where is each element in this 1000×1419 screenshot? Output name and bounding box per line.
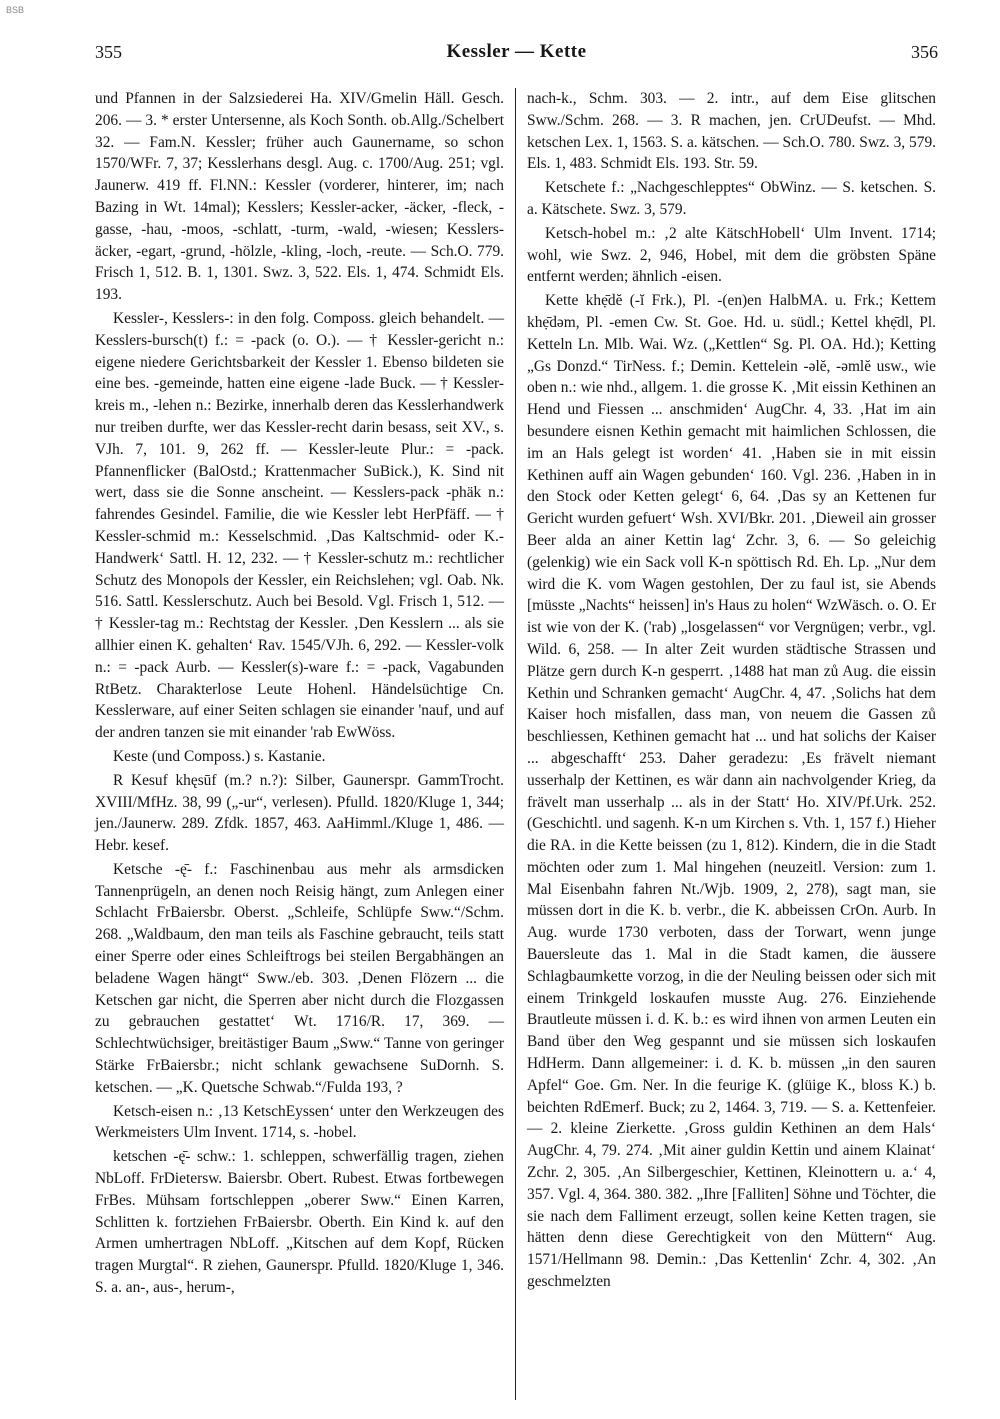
entry-paragraph: ketschen -ę̄- schw.: 1. schleppen, schwerfällig tragen, ziehen NbLoff. FrDietersw. Baiersbr. Obert. Rubest. Etwas fortbewegen FrBes. Mühsam fortschleppen „oberer Sww.“ Einen Karren, Schlitten k. fortziehen FrBaiersbr. Oberth. Ein Kind k. auf den Armen umhertragen NbLoff. „Kitschen auf dem Kopf, Rücken tragen Murgtal“. R ziehen, Gaunerspr. Pfulld. 1820/Kluge 1, 346. S. a. an-, aus-, herum-, xyxy=(95,1148,504,1297)
page-number-left: 355 xyxy=(95,42,122,62)
entry-paragraph: nach-k., Schm. 303. — 2. intr., auf dem Eise glitschen Sww./Schm. 268. — 3. R machen, jen. CrUDeufst. — Mhd. ketschen Lex. 1, 1563. S. a. kätschen. — Sch.O. 780. Swz. 3, 579. Els. 1, 483. Schmidt Els. 193. Str. 59. xyxy=(527,90,936,173)
entry-paragraph: Keste (und Composs.) s. Kastanie. xyxy=(113,747,326,765)
right-column xyxy=(527,88,936,1295)
entry-paragraph: Kette khẹ̄dĕ (-ĭ Frk.), Pl. -(en)en HalbMA. u. Frk.; Kettem khẹ̄dəm, Pl. -emen Cw. St. Goe. Hd. u. südl.; Kettel khẹ̄dl, Pl. Ketteln Ln. Mlb. Wai. Wz. („Kettlen“ Sg. Pl. OA. Hd.); Ketting „Gs Donzd.“ TirNess. f.; Demin. Kettelein -əlĕ, -əmlĕ usw., wie oben n.: wie nhd., allgem. 1. die grosse K. ‚Mit eissin Kethinen an Hend und Fiessen ... anschmiden‘ AugChr. 4, 33. ‚Hat im ain besundere eisnen Kethin gemacht mit haimlichen Schlossen, die im an Hals gelegt ist worden‘ 41. ‚Haben sie in mit eissin Kethinen auff ain Wagen gebunden‘ 160. Vgl. 236. ‚Haben in in den Stock oder Ketten gelegt‘ 6, 64. ‚Das sy an Kettenen fur Gericht wurden gefuert‘ Wsh. XVI/Bkr. 201. ‚Dieweil ain grosser Beer alda an ainer Kettin lag‘ Zchr. 3, 6. — So geleichig (gelenkig) wie ein Sack voll K-n spöttisch Rd. Eh. Lp. „Nur dem wird die K. vom Wagen gestohlen, Der zu faul ist, sie Abends [müsste „Nachts“ heissen] in's Haus zu holen“ WzWäsch. o. O. Er ist wie von der K. ('rab) „losgelassen“ vor Vergnügen; verbr., vgl. Wild. 6, 258. — In alter Zeit wurden städtische Strassen und Plätze gern durch K-n gesperrt. ‚1488 hat man zů Aug. die eissin Kethin und Schranken gemacht‘ AugChr. 4, 47. ‚Solichs hat dem Kaiser hoch misfallen, dass man, von neuem die Gassen zů beschliessen, Kethinen gemacht hat ... und hat solichs der Kaiser ... abgeschafft‘ 253. Daher geradezu: ‚Es frävelt niemant usserhalp der Kettinen, es wär dann ain nachvolgender Krieg, da frävelt man usserhalp ... als in der Statt‘ Ho. XIV/Pf.Urk. 252. (Geschichtl. und sagenh. K-n um Kirchen s. Vth. 1, 157 f.) Hieher die RA. in die Kette beissen (zu 1, 812). Kindern, die in die Stadt möchten oder zum 1. Mal hingehen (neuzeitl. Version: zum 1. Mal Eisenbahn fahren Nt./Wjb. 1909, 2, 278), sagt man, sie müssen dort in die K. b. verbr., die K. abbeissen CrOn. Aurb. In Aug. wurde 1730 verboten, dass der Torwart, wenn junge Bauersleute das 1. Mal in die Stadt kamen, die äussere Schlagbaumkette vorzog, in die der Neuling beissen oder sich mit einem Trinkgeld loskaufen musste Aug. 276. Einziehende Brautleute müssen i. d. K. b.: es wird ihnen von armen Leuten ein Band über den Weg gespannt und sie müssen sich loskaufen HdHerm. Dann allgemeiner: i. d. K. b. müssen „in den sauren Apfel“ Goe. Gm. Ner. In die feurige K. (glüige K., bloss K.) b. beichten RdEmerf. Buck; zu 2, 1464. 3, 719. — S. a. Kettenfeier. — 2. kleine Zierkette. ‚Gross guldin Kethinen an dem Hals‘ AugChr. 4, 79. 274. ‚Mit ainer guldin Kettin und ainem Klainat‘ Zchr. 2, 305. ‚An Silbergeschier, Kettinen, Kleinottern u. a.‘ 4, 357. Vgl. 4, 364. 380. 382. „Ihre [Falliten] Söhne und Töchter, die sie nach dem Falliment erzeugt, sollen keine Ketten tragen, sie hätten denn diese Gerechtigkeit von den Müttern“ Aug. 1571/Hellmann 98. Demin.: ‚Das Kettenlin‘ Zchr. 4, 302. ‚An geschmelzten xyxy=(527,292,936,1291)
entry-paragraph: Ketschete f.: „Nachgeschlepptes“ ObWinz. — S. ketschen. S. a. Kätschete. Swz. 3, 579. xyxy=(527,179,936,218)
entry-paragraph: Ketsch-hobel m.: ‚2 alte KätschHobell‘ Ulm Invent. 1714; wohl, wie Swz. 2, 946, Hobel, mit dem die gröbsten Späne entfernt werden; ähnlich -eisen. xyxy=(527,224,936,286)
column-divider xyxy=(515,88,516,1400)
page-title: Kessler — Kette xyxy=(446,41,587,62)
entry-paragraph: Ketsch-eisen n.: ‚13 KetschEyssen‘ unter den Werkzeugen des Werkmeisters Ulm Invent. 1714, s. -hobel. xyxy=(95,1102,504,1142)
entry-paragraph: Ketsche -ę̄- f.: Faschinenbau aus mehr als armsdicken Tannenprügeln, an denen noch Reisig hängt, zum Anlegen einer Schlacht FrBaiersbr. Oberst. „Schleife, Schlüpfe Sww.“/Schm. 268. „Waldbaum, den man teils als Faschine gebraucht, teils statt einer Sperre oder eines Schleiftrogs bei steilen Bergabhängen an beladene Wagen hängt“ Sww./eb. 303. ‚Denen Flözern ... die Ketschen gar nicht, die Sperren aber nicht durch die Flozgassen zu gebrauchen gestattet‘ Wt. 1716/R. 17, 369. — Schlechtwüchsiger, breitästiger Baum „Sww.“ Tanne von geringer Stärke FrBaiersbr.; nicht schlank gewachsene SuDornh. S. ketschen. — „K. Quetsche Schwab.“/Fulda 193, ? xyxy=(95,860,504,1096)
entry-paragraph: R Kesuf khęsūf (m.? n.?): Silber, Gaunerspr. GammTrocht. XVIII/MfHz. 38, 99 („-ur“, verlesen). Pfulld. 1820/Kluge 1, 344; jen./Jaunerw. 289. Zfdk. 1857, 463. AaHimml./Kluge 1, 486. — Hebr. kesef. xyxy=(95,771,504,855)
entry-paragraph: Kessler-, Kesslers-: in den folg. Composs. gleich behandelt. — Kesslers-bursch(t) f.: = -pack (o. O.). — † Kessler-gericht n.: eigene niedere Gerichtsbarkeit der Kessler 1. Ebenso bildeten sie eine bes. -gemeinde, hatten eine eigene -lade Buck. — † Kessler-kreis m., -lehen n.: Bezirke, innerhalb deren das Kesslerhandwerk nur treiben durfte, wer das Kessler-recht darin besass, seit XV., s. VJh. 7, 101. 9, 262 ff. — Kessler-leute Plur.: = -pack. Pfannenflicker (BalOstd.; Krattenmacher SuBick.), K. Sind nit wert, dass sie die Sonne anscheint. — Kesslers-pack -phäk n.: fahrendes Gesindel. Familie, die wie Kessler lebt HerPfäff. — † Kessler-schmid m.: Kesselschmid. ‚Das Kaltschmid- oder K.-Handwerk‘ Sattl. H. 12, 232. — † Kessler-schutz m.: rechtlicher Schutz des Monopols der Kessler, ein Reichslehen; vgl. Oab. Nk. 516. Sattl. Kesslerschutz. Auch bei Besold. Vgl. Frisch 1, 512. — † Kessler-tag m.: Rechtstag der Kessler. ‚Den Kesslern ... als sie allhier einen K. gehalten‘ Rav. 1545/VJh. 6, 292. — Kessler-volk n.: = -pack Aurb. — Kessler(s)-ware f.: = -pack, Vagabunden RtBetz. Charakterlose Leute Hohenl. Händelsüchtige Cn. Kesslerware, auf einer Seiten schlagen sie einander 'nauf, und auf der andren tanzen sie mit einander 'rab EwWöss. xyxy=(95,309,504,742)
page-number-right: 356 xyxy=(911,42,938,62)
entry-paragraph: und Pfannen in der Salzsiederei Ha. XIV/Gmelin Häll. Gesch. 206. — 3. * erster Untersenne, als Koch Sonth. ob.Allg./Schelbert 32. — Fam.N. Kessler; früher auch Gaunername, so schon 1570/WFr. 7, 37; Kesslerhans desgl. Aug. c. 1700/Aug. 251; vgl. Jaunerw. 419 ff. Fl.NN.: Kessler (vorderer, hinterer, im; nach Bazing in Wt. 14mal); Kesslers; Kessler-acker, -äcker, -fleck, -gasse, -hau, -moos, -schlatt, -turm, -wald, -wiesen; Kesslers-äcker, -egart, -grund, -hölzle, -kling, -loch, -reute. — Sch.O. 779. Frisch 1, 512. B. 1, 1301. Swz. 3, 522. Els. 1, 474. Schmidt Els. 193. xyxy=(95,90,504,304)
library-stamp: BSB xyxy=(6,5,25,15)
page-header xyxy=(95,42,938,68)
left-column xyxy=(95,88,504,1301)
